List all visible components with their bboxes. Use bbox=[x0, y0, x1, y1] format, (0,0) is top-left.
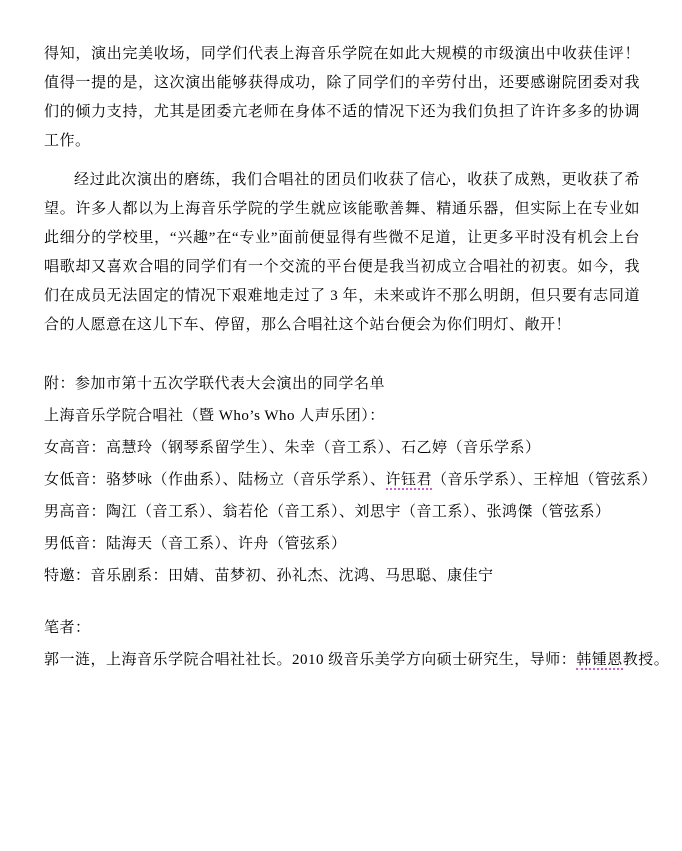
text-segment: 男低音：陆海天（音工系）、许舟（管弦系） bbox=[44, 536, 347, 552]
text-segment: 女低音：骆梦咏（作曲系）、陆杨立（音乐学系）、 bbox=[44, 472, 386, 488]
text-segment: 郭一涟，上海音乐学院合唱社社长。2010 级音乐美学方向硕士研究生，导师： bbox=[44, 652, 577, 668]
roster-line-guests bbox=[44, 560, 640, 592]
roster-line-tenor bbox=[44, 496, 640, 528]
paragraph-performance-review: 得知，演出完美收场，同学们代表上海音乐学院在如此大规模的市级演出中收获佳评！值得一提的是，这次演出能够获得成功，除了同学们的辛劳付出，还要感谢院团委对我们的倾力支持，尤其是团委亢老师在身体不适的情况下还为我们负担了许许多多的协调工作。 bbox=[44, 46, 640, 149]
roster-line-alto bbox=[44, 464, 658, 496]
text-segment: 教授。 bbox=[622, 652, 670, 668]
text-segment: （音乐学系）、王梓旭（管弦系） bbox=[432, 472, 658, 488]
author-section bbox=[44, 612, 670, 676]
roster-line-bass bbox=[44, 528, 640, 560]
paragraph-choir-reflection: 经过此次演出的磨练，我们合唱社的团员们收获了信心，收获了成熟，更收获了希望。许多人都以为上海音乐学院的学生就应该能歌善舞、精通乐器，但实际上在专业如此细分的学校里，“兴趣”在“专业”面前便显得有些微不足道，让更多平时没有机会上台唱歌却又喜欢合唱的同学们有一个交流的平台便是我当初成立合唱社的初衷。如今，我们在成员无法固定的情况下艰难地走过了 3 年，未来或许不那么明朗，但只要有志同道合的人愿意在这儿下车、停留，那么合唱社这个站台便会为你们明灯、敞开！ bbox=[44, 172, 640, 333]
author-bio-line bbox=[44, 644, 670, 676]
grammar-flagged-text: 韩锺恩 bbox=[576, 652, 623, 668]
text-segment: 女高音：高慧玲（钢琴系留学生）、朱幸（音工系）、石乙婷（音乐学系） bbox=[44, 440, 541, 456]
text-segment: 男高音：陶江（音工系）、翁若伦（音工系）、刘思宇（音工系）、张鸿傑（管弦系） bbox=[44, 504, 611, 520]
attachment-title: 附：参加市第十五次学联代表大会演出的同学名单 bbox=[44, 376, 386, 392]
author-label: 笔者： bbox=[44, 620, 91, 636]
text-segment: 特邀：音乐剧系：田婧、苗梦初、孙礼杰、沈鸿、马思聪、康佳宁 bbox=[44, 568, 494, 584]
roster-line-soprano bbox=[44, 432, 640, 464]
attachment-subtitle: 上海音乐学院合唱社（暨 Who’s Who 人声乐团）： bbox=[44, 408, 385, 424]
attachment-section bbox=[44, 368, 658, 592]
grammar-flagged-text: 许钰君 bbox=[385, 472, 433, 488]
